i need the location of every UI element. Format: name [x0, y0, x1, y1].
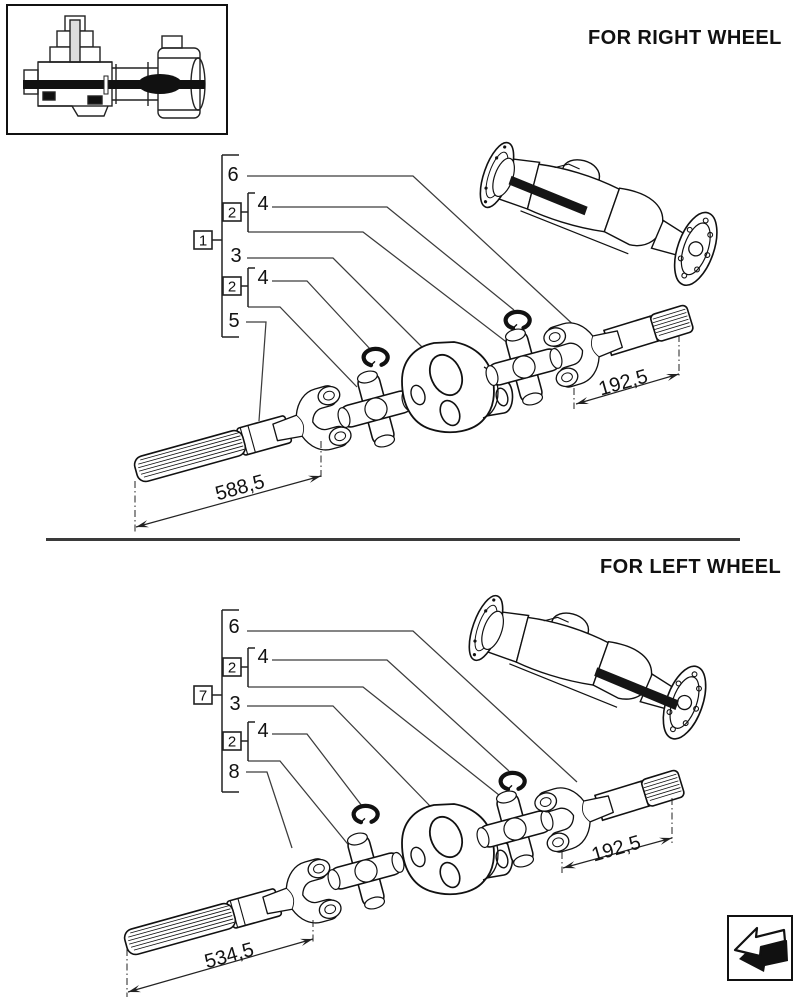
dimension-value: 588,5	[212, 470, 268, 506]
dimension-value: 192,5	[596, 365, 651, 401]
axle-assembly-art	[471, 131, 728, 291]
snap-ring-drawing	[364, 349, 388, 365]
back-arrow-icon	[729, 917, 791, 979]
callout-short-shaft: 6	[228, 616, 240, 638]
callout-center-yoke: 3	[229, 693, 241, 715]
callout-snap-ring: 4	[257, 646, 269, 668]
page-nav-arrow-button[interactable]	[727, 915, 793, 981]
snap-ring-drawing	[354, 806, 378, 822]
callout-snap-ring: 4	[257, 720, 269, 742]
group-callout-label: 1	[198, 232, 208, 250]
callout-long-shaft: 5	[228, 310, 240, 332]
center-double-yoke-drawing	[402, 804, 513, 894]
joint-callout-label: 2	[227, 659, 237, 677]
dimension-value: 534,5	[202, 938, 257, 974]
section-heading-right-wheel: FOR RIGHT WHEEL	[588, 27, 782, 49]
joint-callout-label: 2	[227, 204, 237, 222]
callout-short-shaft: 6	[227, 164, 239, 186]
snap-ring-drawing	[501, 773, 525, 789]
joint-callout-label: 2	[227, 733, 237, 751]
section-heading-left-wheel: FOR LEFT WHEEL	[600, 556, 782, 578]
axle-assembly-art	[460, 584, 717, 745]
left-wheel-exploded-view	[118, 584, 717, 997]
center-double-yoke-drawing	[402, 342, 513, 432]
group-callout-label: 7	[198, 687, 208, 705]
snap-ring-drawing	[506, 312, 530, 328]
callout-center-yoke: 3	[230, 245, 242, 267]
right-wheel-exploded-view	[128, 131, 728, 532]
callout-snap-ring: 4	[257, 193, 269, 215]
callout-snap-ring: 4	[257, 267, 269, 289]
callout-long-shaft: 8	[228, 761, 240, 783]
joint-callout-label: 2	[227, 278, 237, 296]
dimension-value: 192,5	[589, 831, 644, 867]
